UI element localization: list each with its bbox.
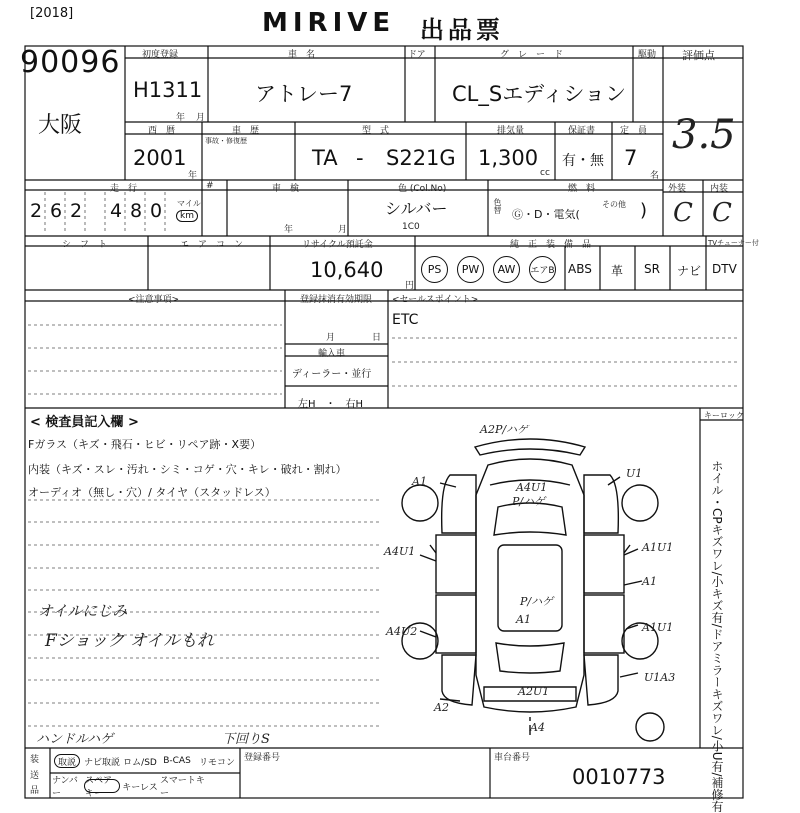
brand-logo: MIRIVE	[262, 8, 396, 38]
diagram-mark: U1A3	[644, 671, 676, 684]
shaken-label: 車 検	[272, 184, 300, 194]
car-name-value: アトレー7	[255, 82, 353, 106]
sales-point-label: <セールスポイント>	[392, 295, 479, 305]
capacity-value: 7	[624, 146, 638, 170]
fuel-value: Ⓖ・D・電気(	[512, 208, 580, 221]
inspector-line-glass: Fガラス（キズ・飛石・ヒビ・リペア跡・X要）	[28, 438, 262, 451]
tuner-label: TVチューナー付	[708, 239, 759, 247]
equipment-airbag: エアB	[529, 256, 556, 283]
inspector-title: < 検査員記入欄 >	[30, 415, 139, 430]
warranty-label: 保証書	[568, 126, 596, 136]
equipment-abs: ABS	[568, 262, 592, 276]
grade-value: CL_Sエディション	[452, 82, 627, 106]
warranty-value: 有・無	[562, 153, 604, 169]
reg-expiry-month: 月	[326, 333, 336, 343]
reg-expiry-day: 日	[372, 333, 382, 343]
diagram-mark: A1	[412, 475, 427, 488]
footer-item-remote: リモコン	[198, 757, 235, 768]
drive-label: 駆動	[638, 50, 657, 60]
diagram-mark: A1	[516, 613, 531, 626]
footer-item-manual: 取説	[54, 754, 80, 768]
equipment-navi: ナビ	[677, 264, 702, 278]
first-reg-month-unit: 月	[196, 113, 206, 123]
diagram-mark: A1U1	[642, 621, 674, 634]
model-prefix: TA	[312, 146, 338, 170]
displacement-label: 排気量	[497, 126, 525, 136]
frame-number-value: 0010773	[572, 765, 666, 789]
footer-item-navi-manual: ナビ取説	[84, 757, 121, 768]
mileage-digit: 8	[130, 200, 143, 222]
color-change-label: 色替	[493, 198, 502, 214]
first-reg-year-unit: 年	[176, 113, 186, 123]
diagram-mark: A2P/ハゲ	[480, 425, 529, 436]
exterior-value: C	[673, 198, 693, 228]
mileage-digit: 6	[50, 200, 63, 222]
model-value: S221G	[386, 146, 456, 170]
score-value: 3.5	[672, 112, 736, 158]
spare-wheel	[636, 713, 664, 741]
form-title: 出品票	[420, 16, 504, 44]
right-front-fender	[584, 475, 618, 533]
footer-item-rom-sd: ロム/SD	[123, 757, 157, 768]
shift-label: シ フ ト	[62, 240, 108, 250]
model-dash: -	[356, 146, 364, 170]
color-code: 1C0	[402, 222, 420, 232]
footer-side-label: 送	[30, 771, 40, 781]
interior-value: C	[712, 198, 732, 228]
equipment-pw: PW	[457, 256, 484, 283]
equipment-aw: AW	[493, 256, 520, 283]
inspector-line-audio: オーディオ（無し・穴）/ タイヤ（スタッドレス）	[28, 486, 276, 499]
left-front-fender	[442, 475, 476, 533]
diagram-mark: A4	[530, 721, 545, 734]
inspector-note-under: 下回りS	[222, 732, 270, 747]
rear-window	[496, 643, 564, 673]
mileage-digit: 0	[150, 200, 163, 222]
fuel-other: その他	[602, 200, 626, 209]
shaken-year-unit: 年	[284, 225, 294, 235]
recycle-label: リサイクル預託金	[302, 240, 373, 250]
equipment-sunroof: SR	[644, 262, 660, 276]
sales-point-value: ETC	[392, 312, 419, 328]
capacity-label: 定 員	[620, 126, 648, 136]
diagram-mark: A4U1	[384, 545, 416, 558]
inspector-note-handle: ハンドルハゲ	[36, 732, 114, 747]
mileage-digit: 2	[70, 200, 83, 222]
mileage-unit-km: km	[176, 210, 198, 222]
footer-item-smart-key: スマートキー	[160, 776, 205, 799]
first-reg-value: H1311	[133, 78, 203, 102]
diagram-mark: P/ハゲ	[520, 595, 554, 608]
diagram-mark: U1	[626, 467, 643, 480]
car-damage-diagram	[380, 425, 700, 745]
diagram-mark: A4U1	[516, 481, 548, 494]
diagram-mark: A1U1	[642, 541, 674, 554]
model-label: 型 式	[362, 126, 390, 136]
interior-label: 内装	[710, 184, 729, 194]
import-label: 輸入車	[318, 349, 346, 359]
diagram-mark: A2	[434, 701, 449, 714]
diagram-mark: P/ハゲ	[512, 495, 546, 508]
caution-label: <注意事項>	[128, 295, 180, 305]
equipment-dtv: DTV	[712, 262, 737, 276]
footer-item-keyless: キーレス	[122, 782, 158, 793]
handle-label: 左H ・ 右H	[298, 399, 364, 410]
left-door-rear	[436, 595, 476, 653]
equipment-ps: PS	[421, 256, 448, 283]
aircon-label: エ ア コ ン	[180, 240, 244, 250]
color-value: シルバー	[385, 199, 448, 218]
inspection-label: 車 歴	[232, 126, 260, 136]
footer-item-bcas: B-CAS	[163, 756, 191, 766]
odo-mark: #	[206, 181, 214, 191]
inspector-line-interior: 内装（キズ・スレ・汚れ・シミ・コゲ・穴・キレ・破れ・割れ）	[28, 463, 347, 476]
inspector-side-note: ホイル・CPキズワレ/小キズ有/ドアミラーキズワレ/小U有/補修有	[710, 460, 724, 813]
shaken-month-unit: 月	[338, 225, 348, 235]
left-rear-fender	[442, 655, 476, 705]
right-door-front	[584, 535, 624, 593]
year-unit: 年	[188, 171, 198, 181]
footer-item-plate: ナンバー	[52, 776, 78, 799]
right-door-rear	[584, 595, 624, 653]
diagram-mark: A2U1	[518, 685, 550, 698]
dealer-label: ディーラー・並行	[292, 369, 372, 380]
inspection-sub: 事故・修復歴	[205, 137, 247, 145]
wheel-front-right	[622, 485, 658, 521]
mileage-label: 走 行	[110, 184, 138, 194]
location: 大阪	[38, 113, 83, 138]
equipment-leather: 革	[611, 264, 624, 278]
color-label: 色 (Col.No)	[398, 184, 447, 194]
mileage-digit: 2	[30, 200, 43, 222]
footer-side-label: 装	[30, 755, 40, 765]
lot-number: 90096	[20, 45, 121, 80]
inspector-note-shock: Fショック オイルもれ	[45, 631, 215, 651]
capacity-unit: 名	[650, 171, 660, 181]
fuel-label: 燃 料	[568, 184, 596, 194]
footer-side-label: 品	[30, 786, 40, 796]
displacement-unit: cc	[540, 168, 550, 178]
recycle-value: 10,640	[310, 258, 384, 282]
diagram-mark: A1	[642, 575, 657, 588]
door-label: ドア	[408, 50, 426, 60]
equipment-label: 純 正 装 備 品	[510, 240, 592, 250]
frame-number-label: 車台番号	[494, 753, 531, 763]
fuel-close: )	[640, 200, 648, 221]
mileage-digit: 4	[110, 200, 123, 222]
grade-label: グ レ ー ド	[500, 50, 564, 60]
year-tag: [2018]	[30, 6, 74, 21]
front-bumper	[475, 439, 585, 455]
left-door-front	[436, 535, 476, 593]
mileage-unit-mile: マイル	[177, 199, 201, 208]
key-lock-label: キーロック	[704, 411, 744, 420]
displacement-value: 1,300	[478, 146, 539, 170]
wheel-front-left	[402, 485, 438, 521]
year-value: 2001	[133, 146, 187, 170]
exterior-label: 外装	[668, 184, 687, 194]
score-label: 評価点	[682, 49, 715, 62]
reg-number-label: 登録番号	[244, 753, 281, 763]
car-name-label: 車 名	[288, 50, 316, 60]
footer-item-spare-key: スペアキー	[84, 779, 120, 793]
inspector-note-oil: オイルにじみ	[38, 602, 128, 620]
reg-expiry-label: 登録抹消有効期限	[300, 295, 373, 305]
year-label: 西 暦	[148, 126, 176, 136]
diagram-mark: A4U2	[386, 625, 418, 638]
recycle-unit: 円	[405, 281, 415, 291]
right-rear-fender	[584, 655, 618, 705]
first-reg-label: 初度登録	[142, 50, 179, 60]
